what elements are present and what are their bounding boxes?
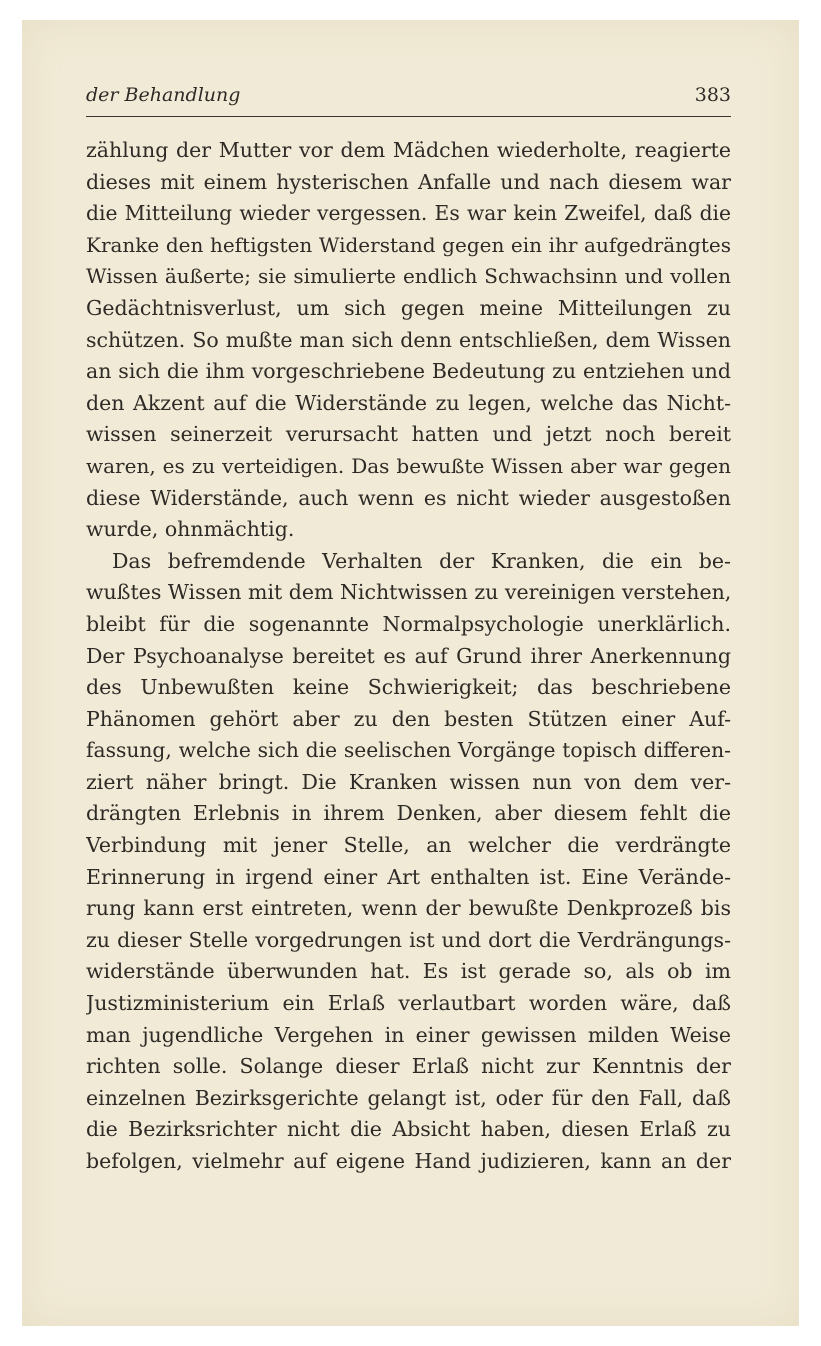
text-line: die Mitteilung wieder vergessen. Es war kein Zweifel, daß die — [86, 201, 731, 226]
text-line: Justizministerium ein Erlaß verlautbart worden wäre, daß — [86, 991, 731, 1016]
text-line: Erinnerung in irgend einer Art enthalten ist. Eine Verände- — [86, 864, 731, 889]
paragraph-first-line: Das befremdende Verhalten der Kranken, die ein be- — [112, 548, 731, 573]
text-line: einzelnen Bezirksgerichte gelangt ist, oder für den Fall, daß — [86, 1085, 731, 1110]
page-number: 383 — [694, 84, 731, 106]
text-line: wußtes Wissen mit dem Nichtwissen zu vereinigen verstehen, — [86, 580, 731, 605]
text-line: schützen. So mußte man sich denn entschließen, dem Wissen — [86, 327, 731, 352]
running-title: der Behandlung — [86, 84, 241, 106]
text-line: waren, es zu verteidigen. Das bewußte Wissen aber war gegen — [86, 453, 731, 478]
text-line: zu dieser Stelle vorgedrungen ist und dort die Verdrängungs- — [86, 927, 731, 952]
running-header — [86, 84, 731, 114]
text-line: drängten Erlebnis in ihrem Denken, aber diesem fehlt die — [86, 801, 731, 826]
text-line: an sich die ihm vorgeschriebene Bedeutung zu entziehen und — [86, 359, 731, 384]
text-line: fassung, welche sich die seelischen Vorgänge topisch differen- — [86, 738, 731, 763]
text-line: Wissen äußerte; sie simulierte endlich Schwachsinn und vollen — [86, 264, 731, 289]
header-rule — [86, 116, 731, 117]
text-line: zählung der Mutter vor dem Mädchen wiederholte, reagierte — [86, 138, 731, 162]
text-line: Phänomen gehört aber zu den besten Stützen einer Auf- — [86, 706, 731, 731]
text-line: den Akzent auf die Widerstände zu legen, welche das Nicht- — [86, 390, 731, 415]
text-line: ziert näher bringt. Die Kranken wissen nun von dem ver- — [86, 769, 731, 794]
text-line: wissen seinerzeit verursacht hatten und jetzt noch bereit — [86, 422, 731, 447]
text-line: rung kann erst eintreten, wenn der bewußte Denkprozeß bis — [86, 896, 731, 921]
text-line: Gedächtnisverlust, um sich gegen meine Mitteilungen zu — [86, 295, 731, 320]
text-line: widerstände überwunden hat. Es ist gerade so, als ob im — [86, 959, 731, 984]
text-line: Der Psychoanalyse bereitet es auf Grund ihrer Anerkennung — [86, 643, 731, 668]
text-line: Kranke den heftigsten Widerstand gegen ein ihr aufgedrängtes — [86, 232, 731, 257]
text-line: richten solle. Solange dieser Erlaß nicht zur Kenntnis der — [86, 1054, 731, 1079]
text-line: des Unbewußten keine Schwierigkeit; das beschriebene — [86, 675, 731, 700]
text-line: diese Widerstände, auch wenn es nicht wieder ausgestoßen — [86, 485, 731, 510]
text-line: die Bezirksrichter nicht die Absicht haben, diesen Erlaß zu — [86, 1117, 731, 1142]
text-line: befolgen, vielmehr auf eigene Hand judizieren, kann an der — [86, 1149, 731, 1173]
text-line: man jugendliche Vergehen in einer gewissen milden Weise — [86, 1022, 731, 1047]
paragraph-end-line: wurde, ohnmächtig. — [86, 517, 295, 542]
text-line: dieses mit einem hysterischen Anfalle und nach diesem war — [86, 169, 731, 194]
text-line: Verbindung mit jener Stelle, an welcher die verdrängte — [86, 833, 731, 858]
body-text — [86, 135, 731, 1178]
text-line: bleibt für die sogenannte Normalpsychologie unerklärlich. — [86, 611, 731, 636]
